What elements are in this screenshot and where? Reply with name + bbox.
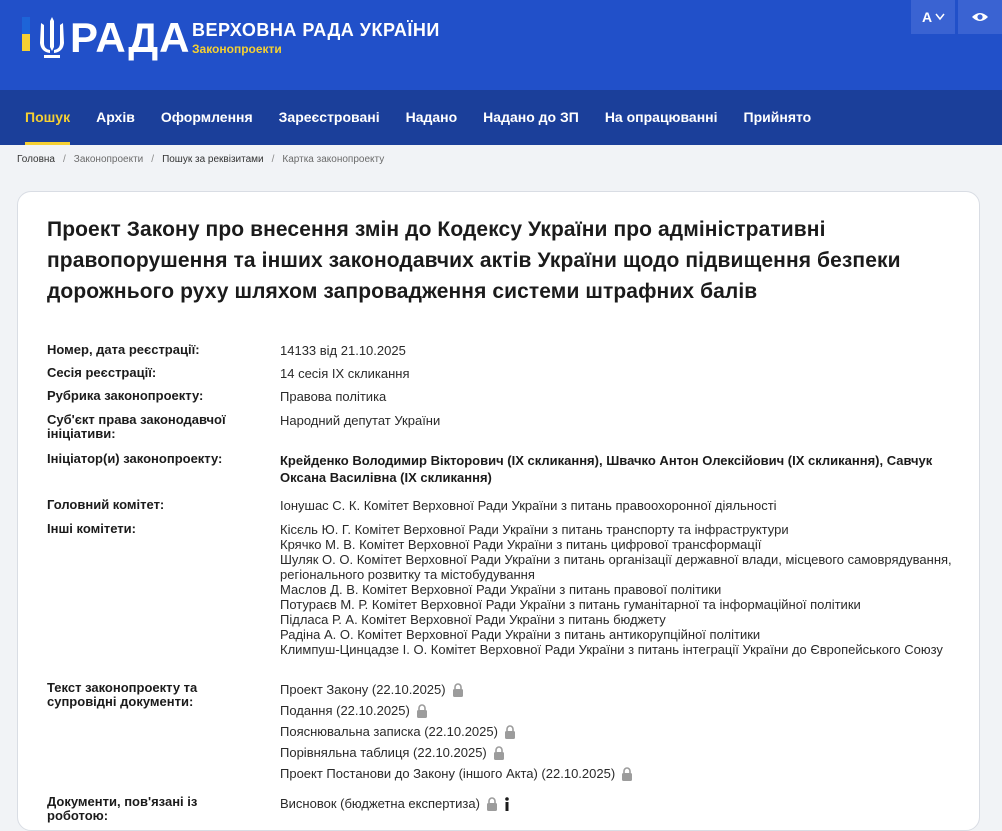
field-value: 14133 від 21.10.2025 — [280, 343, 406, 358]
document-title[interactable]: Проект Закону (22.10.2025) — [280, 682, 446, 697]
field-label: Суб'єкт права законодавчої ініціативи: — [47, 412, 226, 441]
trident-icon — [38, 17, 66, 59]
lock-icon — [493, 746, 505, 760]
field-documents — [47, 679, 957, 789]
list-item: Климпуш-Цинцадзе І. О. Комітет Верховної Ради України з питань інтеграції України до Європейського Союзу — [280, 642, 943, 657]
document-list — [280, 679, 960, 784]
breadcrumb-bills[interactable]: Законопроекти — [73, 154, 144, 165]
list-item: Підласа Р. А. Комітет Верховної Ради України з питань бюджету — [280, 612, 666, 627]
field-label: Ініціатор(и) законопроекту: — [47, 451, 223, 466]
breadcrumb-current: Картка законопроекту — [282, 154, 385, 165]
nav-item-search[interactable]: Пошук — [12, 90, 83, 145]
nav-item-registered[interactable]: Зареєстровані — [278, 109, 380, 125]
document-title[interactable]: Проект Постанови до Закону (іншого Акта) (22.10.2025) — [280, 766, 616, 781]
field-label: Інші комітети: — [47, 521, 136, 536]
field-value: 14 сесія IX скликання — [280, 366, 410, 381]
field-number — [47, 343, 957, 359]
field-value[interactable]: Крейденко Володимир Вікторович (IX скликання), Швачко Антон Олексійович (IX скликання), Савчук Оксана Василівна (IX скликання) — [280, 453, 933, 485]
nav-item-adopted[interactable]: Прийнято — [743, 109, 812, 125]
header-controls — [908, 0, 1002, 34]
field-other-committees — [47, 522, 957, 672]
site-subtitle[interactable]: Законопроекти — [192, 42, 282, 56]
document-link[interactable] — [280, 700, 960, 721]
document-title[interactable]: Пояснювальна записка (22.10.2025) — [280, 724, 498, 739]
trident-icon — [22, 17, 30, 51]
list-item: Потураєв М. Р. Комітет Верховної Ради України з питань гуманітарної та інформаційної політики — [280, 597, 861, 612]
nav-item-formatting[interactable]: Оформлення — [160, 109, 253, 125]
field-label: Головний комітет: — [47, 497, 165, 512]
bill-card — [17, 191, 980, 831]
document-link[interactable] — [280, 721, 960, 742]
lock-icon — [504, 725, 516, 739]
related-doc-list — [280, 793, 960, 814]
nav-item-provided[interactable]: Надано — [405, 109, 458, 125]
field-initiators — [47, 452, 957, 486]
field-label: Рубрика законопроекту: — [47, 388, 204, 403]
field-label: Сесія реєстрації: — [47, 365, 157, 380]
document-link[interactable] — [280, 679, 960, 700]
document-title[interactable]: Подання (22.10.2025) — [280, 703, 410, 718]
lock-icon — [621, 767, 633, 781]
list-item: Радіна А. О. Комітет Верховної Ради України з питань антикорупційної політики — [280, 627, 761, 642]
breadcrumb — [17, 154, 384, 165]
bill-title: Проект Закону про внесення змін до Кодексу України про адміністративні правопорушення та інших законодавчих актів України щодо підвищення безпеки дорожнього руху шляхом запровадження системи штрафних балів — [47, 218, 901, 303]
field-subject — [47, 413, 957, 443]
chevron-down-icon — [936, 14, 944, 20]
nav-item-archive[interactable]: Архів — [96, 109, 135, 125]
document-title[interactable]: Висновок (бюджетна експертиза) — [280, 796, 480, 811]
field-main-committee — [47, 498, 957, 514]
breadcrumb-search[interactable]: Пошук за реквізитами — [162, 154, 264, 165]
font-size-label: A — [921, 9, 933, 25]
site-title-block — [192, 19, 440, 56]
document-link[interactable] — [280, 793, 960, 814]
nav-item-provided-to-zp[interactable]: Надано до ЗП — [483, 109, 579, 125]
eye-icon — [971, 11, 989, 23]
lock-icon — [486, 797, 498, 811]
field-related-docs — [47, 793, 957, 823]
brand-wordmark[interactable]: РАДА — [70, 14, 191, 61]
accessibility-toggle[interactable] — [958, 0, 1002, 34]
breadcrumb-separator: / — [63, 154, 66, 165]
list-item: Крячко М. В. Комітет Верховної Ради України з питань цифрової трансформації — [280, 537, 762, 552]
site-title[interactable]: ВЕРХОВНА РАДА УКРАЇНИ — [192, 20, 440, 40]
main-nav — [0, 90, 1002, 145]
lock-icon — [416, 704, 428, 718]
info-icon[interactable] — [504, 797, 510, 811]
document-link[interactable] — [280, 763, 960, 784]
field-value: Правова політика — [280, 389, 387, 404]
field-session — [47, 366, 957, 382]
committee-list — [280, 522, 960, 657]
lock-icon — [452, 683, 464, 697]
field-label: Документи, пов'язані із роботою: — [47, 794, 198, 823]
list-item: Кісєль Ю. Г. Комітет Верховної Ради України з питань транспорту та інфраструктури — [280, 522, 789, 537]
document-title[interactable]: Порівняльна таблиця (22.10.2025) — [280, 745, 487, 760]
breadcrumb-separator: / — [271, 154, 275, 165]
field-rubric — [47, 389, 957, 405]
breadcrumb-separator: / — [151, 154, 155, 165]
nav-item-processing[interactable]: На опрацюванні — [604, 109, 718, 125]
document-link[interactable] — [280, 742, 960, 763]
site-header — [0, 0, 1002, 90]
list-item: Шуляк О. О. Комітет Верховної Ради України з питань організації державної влади, місцевого самоврядування, регіонального розвитку та містобудування — [280, 552, 952, 582]
list-item: Маслов Д. В. Комітет Верховної Ради України з питань правової політики — [280, 582, 722, 597]
field-label: Текст законопроекту та супровідні документи: — [47, 680, 198, 709]
field-label: Номер, дата реєстрації: — [47, 342, 200, 357]
field-value: Народний депутат України — [280, 413, 441, 428]
field-value: Іонушас С. К. Комітет Верховної Ради України з питань правоохоронної діяльності — [280, 498, 777, 513]
breadcrumb-home[interactable]: Головна — [17, 154, 55, 165]
font-size-toggle[interactable] — [911, 0, 955, 34]
